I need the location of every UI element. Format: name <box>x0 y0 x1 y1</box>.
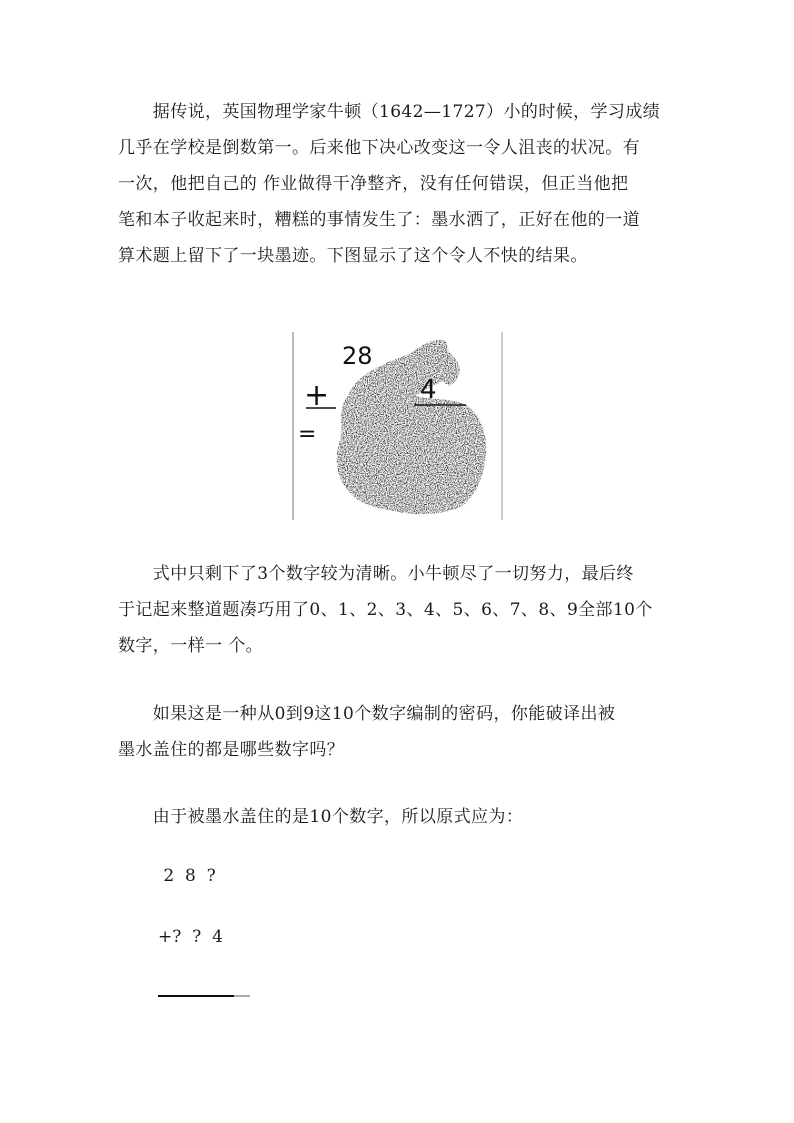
sum-line-dark <box>158 995 234 997</box>
question-paragraph <box>118 696 698 768</box>
equation-row-1: 2 8 ? <box>158 866 216 886</box>
digit-4: 4 <box>420 375 437 405</box>
intro-line: 一次，他把自己的 作业做得干净整齐，没有任何错误，但正当他把 <box>118 174 629 194</box>
intro-line: 几乎在学校是倒数第一。后来他下决心改变这一令人沮丧的状况。有 <box>118 138 640 158</box>
question-line: 如果这是一种从0到9这10个数字编制的密码，你能破译出被 <box>118 704 616 724</box>
intro-line: 笔和本子收起来时，糟糕的事情发生了：墨水洒了，正好在他的一道 <box>118 210 640 230</box>
equation-row-2: +? ? 4 <box>158 927 223 947</box>
question-line: 墨水盖住的都是哪些数字吗？ <box>118 740 345 760</box>
intro-line: 据传说，英国物理学家牛顿（1642—1727）小的时候，学习成绩 <box>118 102 661 122</box>
plus-sign: + <box>304 378 330 413</box>
story-paragraph <box>118 556 698 664</box>
equation-sum-line <box>158 995 250 997</box>
intro-line: 算术题上留下了一块墨迹。下图显示了这个令人不快的结果。 <box>118 246 588 266</box>
equals-sign: = <box>298 422 317 447</box>
digits-28: 28 <box>342 342 373 370</box>
story-line: 式中只剩下了3个数字较为清晰。小牛顿尽了一切努力，最后终 <box>118 564 634 584</box>
story-line: 数字，一样一 个。 <box>118 636 264 656</box>
answer-intro <box>118 799 698 835</box>
sum-line-light <box>234 995 250 997</box>
answer-intro-line: 由于被墨水盖住的是10个数字，所以原式应为： <box>118 807 524 827</box>
ink-blot-figure <box>292 330 504 520</box>
story-line: 于记起来整道题凑巧用了0、1、2、3、4、5、6、7、8、9全部10个 <box>118 600 653 620</box>
intro-paragraph <box>118 94 698 274</box>
